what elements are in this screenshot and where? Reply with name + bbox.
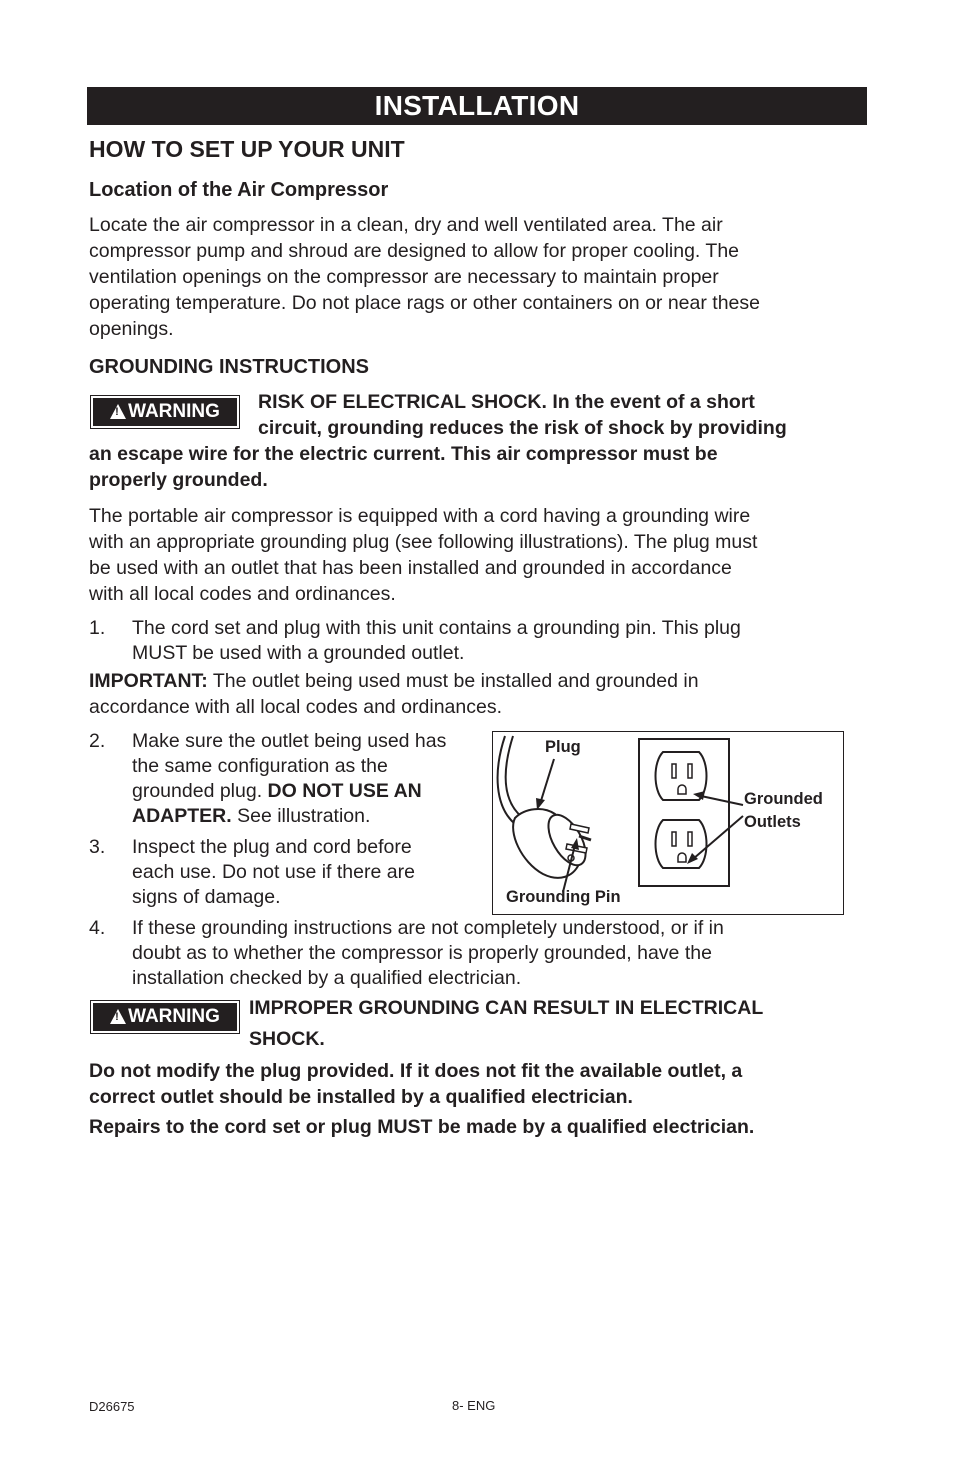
important-line [89,668,699,694]
final-warning-1 [89,1058,742,1110]
warning1-last-lines [89,441,718,493]
final-line: Do not modify the plug provided. If it does not fit the available outlet, a [89,1060,743,1082]
warning-triangle-icon [110,1009,126,1024]
outlets-label-line: Outlets [744,813,801,831]
final-line: correct outlet should be installed by a qualified electrician. [89,1086,633,1108]
doc-id: D26675 [89,1399,135,1414]
list-item-line: If these grounding instructions are not completely understood, or if in [132,917,724,939]
list-item-text: See illustration. [231,805,371,827]
list-item-1 [132,616,741,666]
list-item-line: installation checked by a qualified electrician. [132,967,522,989]
list-item-text: grounded plug. [132,780,268,802]
list-item-4 [132,916,724,991]
warning1-line: circuit, grounding reduces the risk of shock by providing [258,417,787,439]
location-line: Locate the air compressor in a clean, dry and well ventilated area. The air [89,214,723,236]
list-item-emphasis: DO NOT USE AN [267,780,422,802]
important-note [89,668,699,720]
section-banner: INSTALLATION [87,87,867,125]
important-label: IMPORTANT: [89,670,208,692]
location-line: openings. [89,318,174,340]
grounding-heading: GROUNDING INSTRUCTIONS [89,356,369,378]
list-item-line: Inspect the plug and cord before [132,836,412,858]
plug-outlet-illustration [492,731,844,915]
list-number: 1. [89,617,106,639]
list-item-line: doubt as to whether the compressor is properly grounded, have the [132,942,712,964]
plug-arrow [540,759,554,804]
location-line: ventilation openings on the compressor are necessary to maintain proper [89,266,719,288]
cord-line [506,736,523,818]
location-paragraph [89,212,760,342]
plug-label: Plug [545,738,581,756]
important-text: The outlet being used must be installed and grounded in [207,670,699,692]
ground-hole [678,785,686,794]
warning1-line: an escape wire for the electric current. This air compressor must be [89,443,718,465]
list-item-line: each use. Do not use if there are [132,861,415,883]
grounding-line: be used with an outlet that has been installed and grounded in accordance [89,557,732,579]
grounding-line: The portable air compressor is equipped with a cord having a grounding wire [89,505,751,527]
list-item-line: The cord set and plug with this unit contains a grounding pin. This plug [132,617,741,639]
important-line: accordance with all local codes and ordinances. [89,696,502,718]
warning2-line: IMPROPER GROUNDING CAN RESULT IN ELECTRICAL [249,997,764,1019]
list-item-emphasis: ADAPTER. [132,805,232,827]
warning1-first-lines [258,389,787,441]
list-item-2 [132,729,446,829]
list-item-line: Make sure the outlet being used has [132,730,447,752]
location-heading: Location of the Air Compressor [89,179,389,201]
warning1-line: RISK OF ELECTRICAL SHOCK. In the event of a short [258,391,755,413]
list-item-line [132,804,446,829]
grounding-pin-label: Grounding Pin [506,888,621,906]
grounded-outlets-label [744,788,823,834]
grounding-line: with an appropriate grounding plug (see following illustrations). The plug must [89,531,758,553]
grounding-paragraph [89,503,757,607]
warning1-line: properly grounded. [89,469,268,491]
grounding-line: with all local codes and ordinances. [89,583,396,605]
location-line: operating temperature. Do not place rags or other containers on or near these [89,292,760,314]
warning-badge-label: WARNING [128,401,220,422]
warning-badge [91,396,239,428]
warning2-text [249,993,763,1055]
location-line: compressor pump and shroud are designed to allow for proper cooling. The [89,240,740,262]
list-item-line: MUST be used with a grounded outlet. [132,642,465,664]
list-item-line [132,779,446,804]
list-number: 3. [89,836,106,858]
outlets-label-line: Grounded [744,790,823,808]
warning-triangle-icon [110,404,126,419]
list-item-3 [132,835,415,910]
section-title: HOW TO SET UP YOUR UNIT [89,136,405,162]
list-number: 4. [89,917,106,939]
list-item-line: the same configuration as the [132,755,388,777]
ground-hole [678,853,686,862]
warning2-line: SHOCK. [249,1028,325,1050]
page-number: 8- ENG [452,1398,496,1413]
warning-badge-label: WARNING [128,1006,220,1027]
list-item-line: signs of damage. [132,886,281,908]
warning-badge [91,1001,239,1033]
final-warning-2: Repairs to the cord set or plug MUST be made by a qualified electrician. [89,1116,755,1138]
list-number: 2. [89,730,106,752]
